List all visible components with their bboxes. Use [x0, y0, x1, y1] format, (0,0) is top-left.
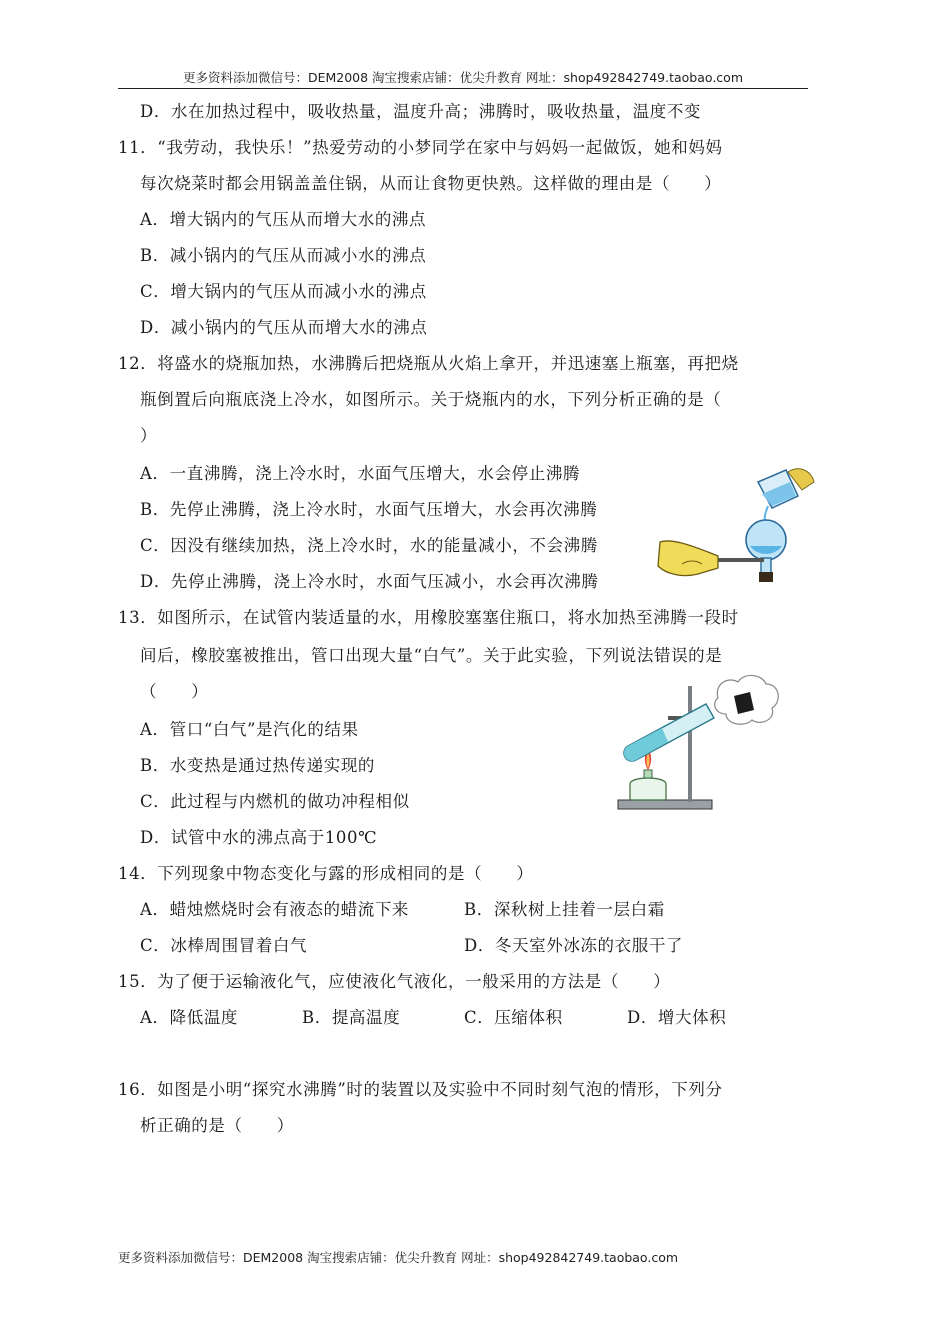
q12-stem-line3: ） — [140, 426, 158, 445]
stand-pole — [688, 686, 692, 802]
q11-stem-line1: 11．“我劳动，我快乐！”热爱劳动的小梦同学在家中与妈妈一起做饭，她和妈妈 — [118, 138, 723, 157]
q12-option-b: B．先停止沸腾，浇上冷水时，水面气压增大，水会再次沸腾 — [140, 500, 598, 519]
q12-option-c: C．因没有继续加热，浇上冷水时，水的能量减小，不会沸腾 — [140, 536, 598, 555]
q15-option-d: D．增大体积 — [627, 1008, 727, 1027]
q14-option-c: C．冰棒周围冒着白气 — [140, 936, 308, 955]
q15-option-b: B．提高温度 — [302, 1008, 401, 1027]
q11-option-a: A．增大锅内的气压从而增大水的沸点 — [140, 210, 427, 229]
q15-stem: 15．为了便于运输液化气，应使液化气液化，一般采用的方法是（ ） — [118, 972, 671, 991]
test-tube-icon — [624, 704, 714, 761]
q14-option-a: A．蜡烛燃烧时会有液态的蜡流下来 — [140, 900, 410, 919]
q13-stem-line1: 13．如图所示，在试管内装适量的水，用橡胶塞塞住瓶口，将水加热至沸腾一段时 — [118, 608, 739, 627]
inverted-flask-icon — [746, 520, 786, 582]
q16-stem-line1: 16．如图是小明“探究水沸腾”时的装置以及实验中不同时刻气泡的情形，下列分 — [118, 1080, 723, 1099]
q14-option-d: D．冬天室外冰冻的衣服干了 — [464, 936, 684, 955]
q15-option-a: A．降低温度 — [140, 1008, 239, 1027]
q11-stem-line2: 每次烧菜时都会用锅盖盖住锅，从而让食物更快熟。这样做的理由是（ ） — [140, 174, 722, 193]
q13-option-c: C．此过程与内燃机的做功冲程相似 — [140, 792, 410, 811]
q12-option-d: D．先停止沸腾，浇上冷水时，水面气压减小，水会再次沸腾 — [140, 572, 599, 591]
q13-test-tube-figure — [610, 672, 786, 818]
q11-option-b: B．减小锅内的气压从而减小水的沸点 — [140, 246, 427, 265]
q13-stem-line2: 间后，橡胶塞被推出，管口出现大量“白气”。关于此实验，下列说法错误的是 — [140, 646, 723, 665]
prev-option-d: D．水在加热过程中，吸收热量，温度升高；沸腾时，吸收热量，温度不变 — [140, 102, 702, 121]
q13-stem-line3: （ ） — [140, 682, 209, 701]
pouring-beaker-icon — [758, 469, 814, 508]
q14-option-b: B．深秋树上挂着一层白霜 — [464, 900, 665, 919]
q12-stem-line2: 瓶倒置后向瓶底浇上冷水，如图所示。关于烧瓶内的水，下列分析正确的是（ — [140, 390, 722, 409]
q15-option-c: C．压缩体积 — [464, 1008, 563, 1027]
stand-base — [618, 800, 712, 809]
q11-option-c: C．增大锅内的气压从而减小水的沸点 — [140, 282, 427, 301]
page-header: 更多资料添加微信号：DEM2008 淘宝搜索店铺：优尖升教育 网址：shop492842749.taobao.com — [182, 70, 744, 85]
q12-stem-line1: 12．将盛水的烧瓶加热，水沸腾后把烧瓶从火焰上拿开，并迅速塞上瓶塞，再把烧 — [118, 354, 739, 373]
q14-stem: 14．下列现象中物态变化与露的形成相同的是（ ） — [118, 864, 534, 883]
q16-stem-line2: 析正确的是（ ） — [140, 1116, 294, 1135]
header-divider — [118, 88, 808, 89]
q11-option-d: D．减小锅内的气压从而增大水的沸点 — [140, 318, 428, 337]
q13-option-b: B．水变热是通过热传递实现的 — [140, 756, 376, 775]
q13-option-d: D．试管中水的沸点高于100℃ — [140, 828, 378, 847]
q12-option-a: A．一直沸腾，浇上冷水时，水面气压增大，水会停止沸腾 — [140, 464, 581, 483]
q13-option-a: A．管口“白气”是汽化的结果 — [140, 720, 359, 739]
page-footer: 更多资料添加微信号：DEM2008 淘宝搜索店铺：优尖升教育 网址：shop492842749.taobao.com — [118, 1250, 679, 1265]
q12-inverted-flask-figure — [652, 460, 818, 586]
